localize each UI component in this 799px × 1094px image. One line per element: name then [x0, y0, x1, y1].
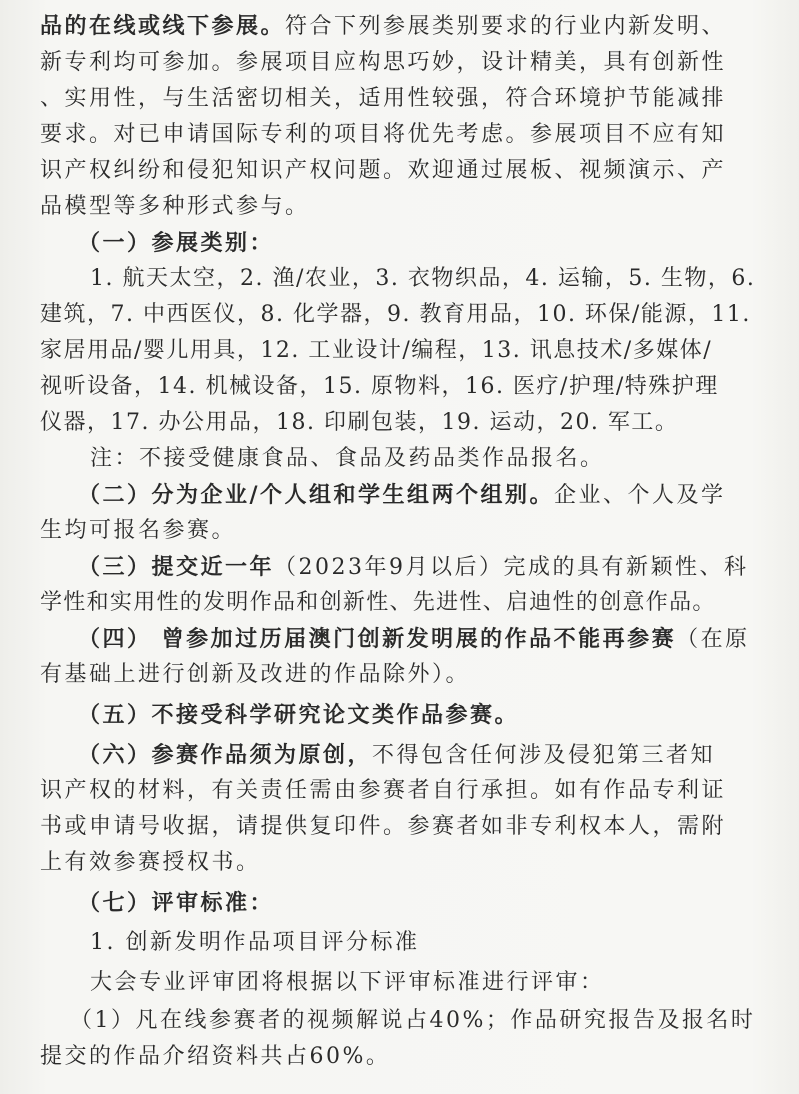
text-line — [90, 965, 799, 1001]
text-line — [40, 773, 799, 809]
text-line — [40, 45, 799, 81]
text-line — [90, 261, 799, 297]
body-text: 生均可报名参赛。 — [40, 518, 237, 543]
text-line — [40, 1039, 799, 1075]
body-text: 符合下列参展类别要求的行业内新发明、 — [285, 14, 727, 39]
section-heading — [78, 621, 799, 657]
body-text: 学性和实用性的发明作品和创新性、先进性、启迪性的创意作品。 — [40, 590, 716, 615]
section-heading — [78, 737, 799, 773]
body-text: （1）凡在线参赛者的视频解说占40%；作品研究报告及报名时 — [70, 1008, 756, 1033]
section-heading — [78, 225, 799, 261]
body-text: 上有效参赛授权书。 — [40, 850, 261, 875]
note-line — [90, 441, 799, 477]
body-text: 仪器，17. 办公用品，18. 印刷包装，19. 运动，20. 军工。 — [40, 410, 679, 435]
body-text: 提交的作品介绍资料共占60%。 — [40, 1044, 391, 1069]
body-text: 视听设备，14. 机械设备，15. 原物料，16. 医疗/护理/特殊护理 — [40, 374, 719, 399]
body-text: 不得包含任何涉及侵犯第三者知 — [372, 743, 716, 768]
body-text: 1. 航天太空，2. 渔/农业，3. 衣物织品，4. 运输，5. 生物，6. — [90, 266, 756, 291]
bold-text: （三）提交近一年 — [78, 554, 275, 580]
bold-text: （七）评审标准： — [78, 890, 275, 916]
body-text: 要求。对已申请国际专利的项目将优先考虑。参展项目不应有知 — [40, 122, 727, 147]
text-line — [40, 513, 799, 549]
body-text: 、实用性，与生活密切相关，适用性较强，符合环境护节能减排 — [40, 86, 727, 111]
text-line — [40, 153, 799, 189]
text-line — [40, 369, 799, 405]
body-text: 有基础上进行创新及改进的作品除外）。 — [40, 662, 471, 687]
body-text: （在原 — [676, 627, 750, 652]
body-text: 注：不接受健康食品、食品及药品类作品报名。 — [90, 446, 605, 471]
text-line — [40, 405, 799, 441]
body-text: 识产权的材料，有关责任需由参赛者自行承担。如有作品专利证 — [40, 778, 727, 803]
bold-text: （六）参赛作品须为原创， — [78, 742, 373, 768]
body-text: 识产权纠纷和侵犯知识产权问题。欢迎通过展板、视频演示、产 — [40, 158, 727, 183]
text-line — [40, 657, 799, 693]
text-line — [40, 333, 799, 369]
body-text: 书或申请号收据，请提供复印件。参赛者如非专利权本人，需附 — [40, 814, 727, 839]
text-line — [40, 189, 799, 225]
text-line — [40, 585, 799, 621]
bold-text: 品的在线或线下参展。 — [40, 13, 286, 39]
section-heading — [78, 885, 799, 921]
text-line — [40, 845, 799, 881]
text-line — [40, 81, 799, 117]
body-text: 建筑，7. 中西医仪，8. 化学器，9. 教育用品，10. 环保/能源，11. — [40, 302, 751, 327]
text-line — [90, 925, 799, 961]
text-line — [40, 8, 799, 44]
bold-text: （二）分为企业/个人组和学生组两个组别。 — [78, 482, 555, 508]
body-text: 1. 创新发明作品项目评分标准 — [90, 930, 420, 955]
body-text: 大会专业评审团将根据以下评审标准进行评审： — [90, 970, 605, 995]
body-text: 家居用品/婴儿用具，12. 工业设计/编程，13. 讯息技术/多媒体/ — [40, 338, 713, 363]
bold-text: （四） 曾参加过历届澳门创新发明展的作品不能再参赛 — [78, 626, 677, 652]
body-text: 新专利均可参加。参展项目应构思巧妙，设计精美，具有创新性 — [40, 50, 727, 75]
section-heading — [78, 697, 799, 733]
bold-text: （五）不接受科学研究论文类作品参赛。 — [78, 702, 520, 728]
text-line — [40, 297, 799, 333]
section-heading — [78, 549, 799, 585]
body-text: 企业、个人及学 — [554, 483, 726, 508]
text-line — [70, 1003, 799, 1039]
text-line — [40, 809, 799, 845]
section-heading — [78, 477, 799, 513]
body-text: （2023年9月以后）完成的具有新颖性、科 — [274, 555, 749, 580]
bold-text: （一）参展类别： — [78, 230, 275, 256]
body-text: 品模型等多种形式参与。 — [40, 194, 310, 219]
text-line — [40, 117, 799, 153]
